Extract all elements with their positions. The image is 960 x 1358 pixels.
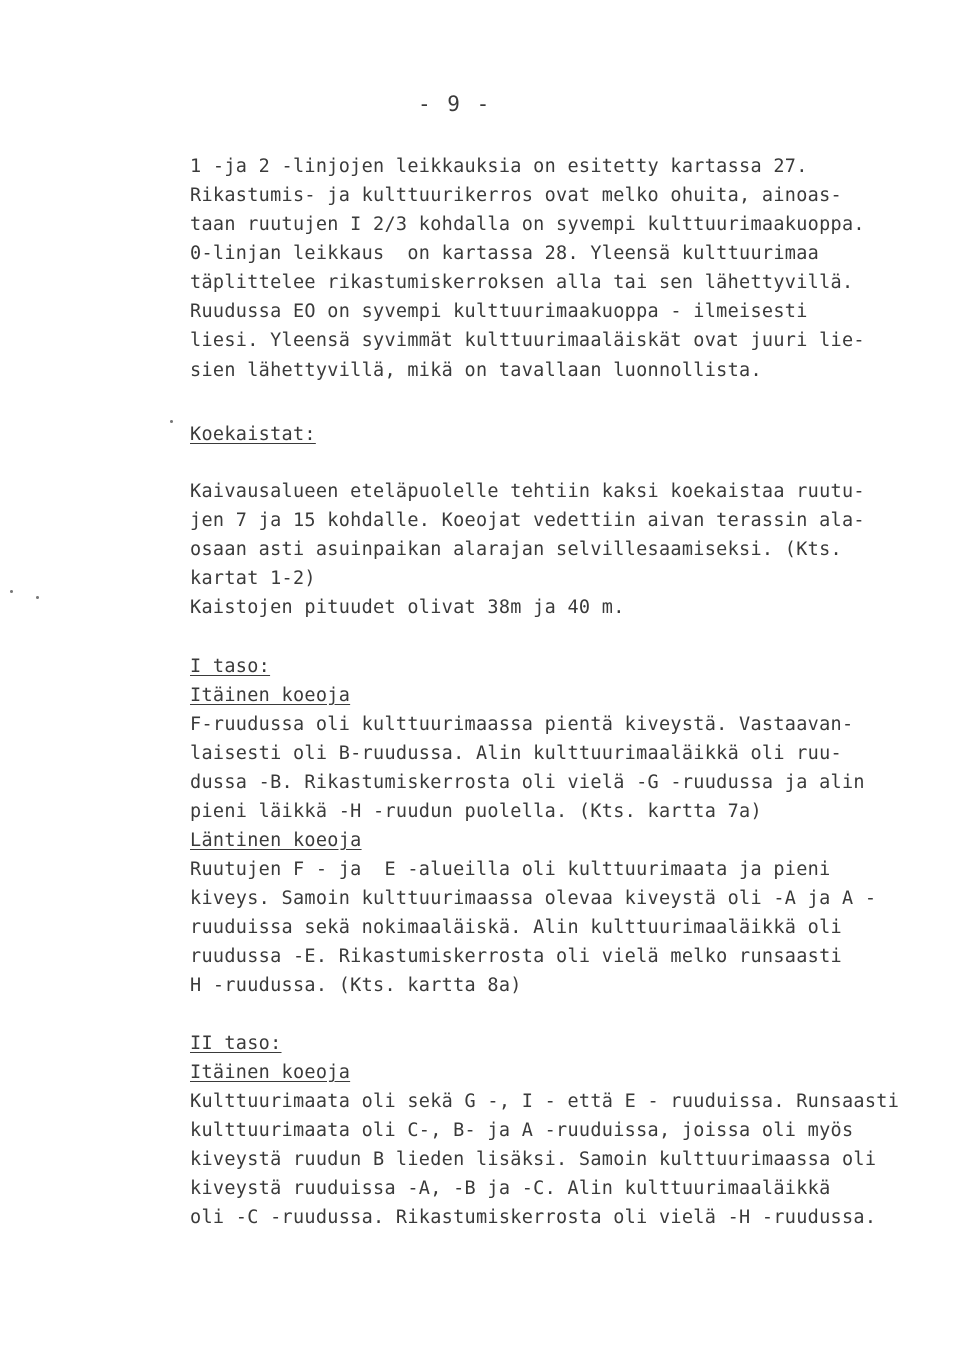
paragraph5-line-1: Kulttuurimaata oli sekä G -, I - että E - ruuduissa. Runsaasti xyxy=(190,1091,900,1112)
paragraph5-line-3: kiveystä ruudun B lieden lisäksi. Samoin kulttuurimaassa oli xyxy=(190,1149,877,1170)
page-number: - 9 - xyxy=(418,92,492,116)
paragraph2-line-4: kartat 1-2) xyxy=(190,568,316,589)
paragraph2-line-1: Kaivausalueen eteläpuolelle tehtiin kaksi koekaistaa ruutu- xyxy=(190,481,865,502)
paragraph3-line-3: dussa -B. Rikastumiskerrosta oli vielä -G -ruudussa ja alin xyxy=(190,772,865,793)
margin-mark-left-2 xyxy=(36,596,39,599)
paragraph2-line-3: osaan asti asuinpaikan alarajan selvillesaamiseksi. (Kts. xyxy=(190,539,842,560)
paragraph3-line-1: F-ruudussa oli kulttuurimaassa pientä kiveystä. Vastaavan- xyxy=(190,714,854,735)
section-heading-koekaistat: Koekaistat: xyxy=(190,424,316,445)
section-heading-taso-1: I taso: xyxy=(190,656,271,677)
margin-mark xyxy=(170,420,173,423)
paragraph5-line-2: kulttuurimaata oli C-, B- ja A -ruuduissa, joissa oli myös xyxy=(190,1120,854,1141)
paragraph1-line-4: 0-linjan leikkaus on kartassa 28. Yleensä kulttuurimaa xyxy=(190,243,820,264)
paragraph1-line-8: sien lähettyvillä, mikä on tavallaan luonnollista. xyxy=(190,360,762,381)
paragraph4-line-5: H -ruudussa. (Kts. kartta 8a) xyxy=(190,975,522,996)
subheading-itainen-koeoja-2: Itäinen koeoja xyxy=(190,1062,351,1083)
paragraph4-line-2: kiveys. Samoin kulttuurimaassa olevaa kiveystä oli -A ja A - xyxy=(190,888,877,909)
paragraph4-line-4: ruudussa -E. Rikastumiskerrosta oli vielä melko runsaasti xyxy=(190,946,842,967)
paragraph1-line-3: taan ruutujen I 2/3 kohdalla on syvempi kulttuurimaakuoppa. xyxy=(190,214,865,235)
margin-mark-left xyxy=(10,590,13,593)
subheading-itainen-koeoja-1: Itäinen koeoja xyxy=(190,685,351,706)
paragraph2-line-5: Kaistojen pituudet olivat 38m ja 40 m. xyxy=(190,597,625,618)
paragraph2-line-2: jen 7 ja 15 kohdalle. Koeojat vedettiin aivan terassin ala- xyxy=(190,510,865,531)
paragraph1-line-6: Ruudussa EO on syvempi kulttuurimaakuoppa - ilmeisesti xyxy=(190,301,808,322)
paragraph5-line-5: oli -C -ruudussa. Rikastumiskerrosta oli vielä -H -ruudussa. xyxy=(190,1207,877,1228)
paragraph3-line-2: laisesti oli B-ruudussa. Alin kulttuurimaaläikkä oli ruu- xyxy=(190,743,842,764)
paragraph3-line-4: pieni läikkä -H -ruudun puolella. (Kts. kartta 7a) xyxy=(190,801,762,822)
paragraph1-line-2: Rikastumis- ja kulttuurikerros ovat melko ohuita, ainoas- xyxy=(190,185,842,206)
section-heading-taso-2: II taso: xyxy=(190,1033,282,1054)
paragraph4-line-3: ruuduissa sekä nokimaaläiskä. Alin kulttuurimaaläikkä oli xyxy=(190,917,842,938)
paragraph4-line-1: Ruutujen F - ja E -alueilla oli kulttuurimaata ja pieni xyxy=(190,859,831,880)
paragraph1-line-1: 1 -ja 2 -linjojen leikkauksia on esitetty kartassa 27. xyxy=(190,156,808,177)
paragraph5-line-4: kiveystä ruuduissa -A, -B ja -C. Alin kulttuurimaaläikkä xyxy=(190,1178,831,1199)
paragraph1-line-7: liesi. Yleensä syvimmät kulttuurimaaläiskät ovat juuri lie- xyxy=(190,330,865,351)
subheading-lantinen-koeoja-1: Läntinen koeoja xyxy=(190,830,362,851)
paragraph1-line-5: täplittelee rikastumiskerroksen alla tai sen lähettyvillä. xyxy=(190,272,854,293)
